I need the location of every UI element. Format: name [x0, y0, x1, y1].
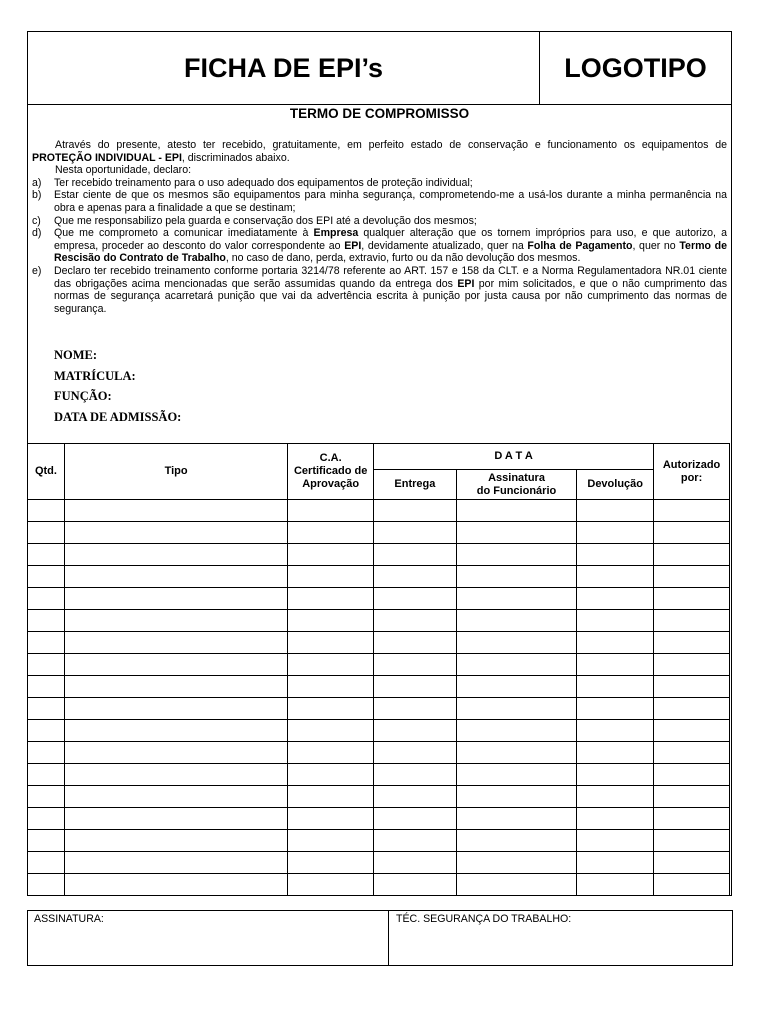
table-cell[interactable]	[288, 632, 374, 654]
assinatura-line2: do Funcionário	[476, 484, 557, 497]
tec-seguranca-box[interactable]: TÉC. SEGURANÇA DO TRABALHO:	[396, 913, 572, 925]
table-row	[28, 676, 730, 698]
table-cell[interactable]	[64, 566, 287, 588]
table-cell[interactable]	[64, 500, 287, 522]
item-a	[32, 177, 727, 190]
logo-placeholder: LOGOTIPO	[564, 52, 707, 83]
col-ca	[288, 444, 374, 500]
table-cell[interactable]	[654, 588, 730, 610]
epi-table	[27, 443, 730, 896]
intro-paragraph	[32, 139, 727, 164]
table-row	[28, 698, 730, 720]
table-cell[interactable]	[374, 874, 457, 896]
table-cell[interactable]	[654, 830, 730, 852]
table-cell[interactable]	[64, 830, 287, 852]
table-row	[28, 610, 730, 632]
table-row	[28, 764, 730, 786]
table-cell[interactable]	[456, 742, 577, 764]
table-cell[interactable]	[577, 808, 654, 830]
table-cell[interactable]	[64, 676, 287, 698]
item-text: Que me comprometo a comunicar imediatamente à Empresa qualquer alteração que os tornem impróprios para uso, e que autorizo, a empresa, proceder ao desconto do valor correspondente ao EPI, devidamente atualizado, quer na Folha de Pagamento, quer no Termo de Rescisão do Contrato de Trabalho, no caso de dano, perda, extravio, furto ou da não devolução dos mesmos.	[54, 227, 727, 265]
table-cell[interactable]	[28, 610, 65, 632]
table-cell[interactable]	[577, 742, 654, 764]
item-b	[32, 189, 727, 214]
item-label: d)	[32, 227, 42, 240]
table-cell[interactable]	[654, 610, 730, 632]
item-label: b)	[32, 189, 42, 202]
table-cell[interactable]	[288, 698, 374, 720]
col-assinatura	[456, 470, 577, 500]
table-cell[interactable]	[374, 588, 457, 610]
table-row	[28, 522, 730, 544]
item-text: Declaro ter recebido treinamento conforme portaria 3214/78 referente ao ART. 157 e 158 da CLT. e a Norma Regulamentadora NR.01 ciente das obrigações acima mencionadas que serão assumidas quando da entrega dos EPI por mim solicitados, e que o não cumprimento das normas de segurança acarretará punição que vai da advertência escrita à punição por justa causa por não cumprimento das normas de segurança.	[54, 264, 727, 315]
table-cell[interactable]	[28, 786, 65, 808]
table-cell[interactable]	[28, 588, 65, 610]
table-cell[interactable]	[374, 742, 457, 764]
ca-line3: Aprovação	[302, 478, 360, 490]
table-cell[interactable]	[577, 786, 654, 808]
table-cell[interactable]	[64, 522, 287, 544]
autorizado-line2: por:	[680, 471, 703, 484]
table-cell[interactable]	[577, 500, 654, 522]
table-cell[interactable]	[374, 522, 457, 544]
table-cell[interactable]	[577, 566, 654, 588]
table-cell[interactable]	[374, 786, 457, 808]
table-cell[interactable]	[374, 830, 457, 852]
table-cell[interactable]	[654, 786, 730, 808]
signature-footer	[27, 910, 733, 966]
table-cell[interactable]	[374, 808, 457, 830]
ca-line1: C.A.	[319, 452, 342, 464]
table-cell[interactable]	[654, 566, 730, 588]
table-cell[interactable]	[374, 566, 457, 588]
table-cell[interactable]	[456, 808, 577, 830]
table-cell[interactable]	[456, 566, 577, 588]
table-cell[interactable]	[64, 654, 287, 676]
epi-table-body	[28, 500, 730, 896]
table-cell[interactable]	[288, 720, 374, 742]
table-cell[interactable]	[654, 632, 730, 654]
item-d	[32, 227, 727, 265]
col-qtd: Qtd.	[28, 444, 65, 500]
data-admissao-field[interactable]: DATA DE ADMISSÃO:	[54, 410, 182, 425]
table-cell[interactable]	[374, 676, 457, 698]
table-cell[interactable]	[288, 500, 374, 522]
table-row	[28, 720, 730, 742]
table-row	[28, 852, 730, 874]
table-cell[interactable]	[654, 544, 730, 566]
table-cell[interactable]	[28, 764, 65, 786]
table-row	[28, 654, 730, 676]
table-row	[28, 500, 730, 522]
table-cell[interactable]	[654, 874, 730, 896]
table-cell[interactable]	[654, 764, 730, 786]
table-cell[interactable]	[456, 676, 577, 698]
table-cell[interactable]	[577, 852, 654, 874]
table-cell[interactable]	[374, 632, 457, 654]
table-cell[interactable]	[64, 698, 287, 720]
table-cell[interactable]	[28, 500, 65, 522]
table-cell[interactable]	[456, 588, 577, 610]
table-cell[interactable]	[456, 830, 577, 852]
table-cell[interactable]	[28, 632, 65, 654]
table-cell[interactable]	[64, 852, 287, 874]
item-label: e)	[32, 264, 42, 277]
table-cell[interactable]	[288, 522, 374, 544]
col-autorizado	[654, 444, 730, 500]
assinatura-box[interactable]: ASSINATURA:	[28, 911, 389, 965]
table-cell[interactable]	[288, 808, 374, 830]
table-cell[interactable]	[456, 720, 577, 742]
table-cell[interactable]	[288, 852, 374, 874]
table-cell[interactable]	[28, 742, 65, 764]
table-cell[interactable]	[64, 610, 287, 632]
table-cell[interactable]	[64, 742, 287, 764]
table-cell[interactable]	[456, 544, 577, 566]
table-cell[interactable]	[374, 764, 457, 786]
table-cell[interactable]	[28, 566, 65, 588]
table-row	[28, 742, 730, 764]
table-cell[interactable]	[288, 544, 374, 566]
table-row	[28, 566, 730, 588]
table-cell[interactable]	[28, 698, 65, 720]
table-cell[interactable]	[577, 698, 654, 720]
table-cell[interactable]	[28, 544, 65, 566]
table-cell[interactable]	[654, 720, 730, 742]
table-cell[interactable]	[288, 830, 374, 852]
table-row	[28, 632, 730, 654]
table-cell[interactable]	[64, 764, 287, 786]
table-cell[interactable]	[64, 874, 287, 896]
intro-bold: PROTEÇÃO INDIVIDUAL - EPI	[32, 151, 182, 164]
matricula-field[interactable]: MATRÍCULA:	[54, 368, 136, 383]
employee-fields	[54, 348, 181, 431]
table-cell[interactable]	[456, 500, 577, 522]
table-cell[interactable]	[64, 808, 287, 830]
form-frame	[27, 31, 732, 896]
table-row	[28, 786, 730, 808]
table-cell[interactable]	[64, 544, 287, 566]
intro-text-end: , discriminados abaixo.	[181, 151, 290, 164]
table-row	[28, 830, 730, 852]
item-e	[32, 265, 727, 315]
table-cell[interactable]	[654, 654, 730, 676]
table-cell[interactable]	[374, 500, 457, 522]
autorizado-line1: Autorizado	[662, 458, 721, 471]
table-cell[interactable]	[456, 632, 577, 654]
item-text: Ter recebido treinamento para o uso adequado dos equipamentos de proteção individual;	[54, 176, 473, 189]
table-row	[28, 874, 730, 896]
table-cell[interactable]	[374, 852, 457, 874]
table-cell[interactable]	[64, 632, 287, 654]
item-text: Que me responsabilizo pela guarda e conservação dos EPI até a devolução dos mesmos;	[54, 214, 477, 227]
declaro-line: Nesta oportunidade, declaro:	[55, 164, 192, 177]
col-tipo: Tipo	[64, 444, 287, 500]
table-cell[interactable]	[28, 852, 65, 874]
table-cell[interactable]	[288, 764, 374, 786]
table-cell[interactable]	[64, 720, 287, 742]
table-cell[interactable]	[28, 654, 65, 676]
funcao-field[interactable]: FUNÇÃO:	[54, 389, 112, 404]
table-cell[interactable]	[456, 698, 577, 720]
item-label: a)	[32, 176, 42, 189]
intro-text: Através do presente, atesto ter recebido, gratuitamente, em perfeito estado de conservação e funcionamento os equipamentos de	[55, 139, 727, 151]
table-cell[interactable]	[288, 610, 374, 632]
nome-field[interactable]: NOME:	[54, 348, 98, 362]
ca-line2: Certificado de	[293, 465, 368, 477]
table-cell[interactable]	[654, 500, 730, 522]
table-cell[interactable]	[577, 720, 654, 742]
table-cell[interactable]	[654, 742, 730, 764]
table-cell[interactable]	[28, 720, 65, 742]
table-row	[28, 544, 730, 566]
table-cell[interactable]	[654, 698, 730, 720]
termo-title: TERMO DE COMPROMISSO	[289, 106, 470, 121]
table-cell[interactable]	[456, 522, 577, 544]
table-cell[interactable]	[577, 632, 654, 654]
table-cell[interactable]	[288, 742, 374, 764]
table-cell[interactable]	[577, 610, 654, 632]
assinatura-line1: Assinatura	[488, 471, 545, 484]
form-title: FICHA DE EPI’s	[28, 32, 540, 104]
table-cell[interactable]	[288, 654, 374, 676]
table-cell[interactable]	[288, 676, 374, 698]
item-c	[32, 215, 727, 228]
table-cell[interactable]	[577, 764, 654, 786]
table-cell[interactable]	[654, 676, 730, 698]
item-text: Estar ciente de que os mesmos são equipamentos para minha segurança, comprometendo-me a usá-los durante a minha permanência na obra e apenas para a finalidade a que se destinam;	[54, 189, 727, 214]
col-devolucao: Devolução	[577, 470, 654, 500]
item-label: c)	[32, 214, 41, 227]
table-cell[interactable]	[577, 654, 654, 676]
table-cell[interactable]	[456, 610, 577, 632]
table-cell[interactable]	[374, 698, 457, 720]
table-row	[28, 588, 730, 610]
table-cell[interactable]	[577, 874, 654, 896]
table-cell[interactable]	[456, 786, 577, 808]
table-cell[interactable]	[456, 852, 577, 874]
table-cell[interactable]	[28, 830, 65, 852]
col-data: D A T A	[374, 444, 654, 470]
table-cell[interactable]	[654, 522, 730, 544]
table-cell[interactable]	[577, 544, 654, 566]
table-cell[interactable]	[577, 830, 654, 852]
table-cell[interactable]	[64, 588, 287, 610]
table-cell[interactable]	[28, 676, 65, 698]
table-cell[interactable]	[374, 544, 457, 566]
table-cell[interactable]	[654, 808, 730, 830]
table-cell[interactable]	[374, 610, 457, 632]
table-cell[interactable]	[456, 874, 577, 896]
table-cell[interactable]	[288, 588, 374, 610]
table-cell[interactable]	[456, 654, 577, 676]
table-cell[interactable]	[577, 676, 654, 698]
table-cell[interactable]	[456, 764, 577, 786]
table-cell[interactable]	[28, 522, 65, 544]
termo-body	[32, 139, 727, 315]
table-cell[interactable]	[288, 874, 374, 896]
table-cell[interactable]	[28, 874, 65, 896]
col-entrega: Entrega	[374, 470, 457, 500]
table-cell[interactable]	[288, 566, 374, 588]
table-cell[interactable]	[577, 522, 654, 544]
table-cell[interactable]	[374, 720, 457, 742]
table-cell[interactable]	[654, 852, 730, 874]
table-cell[interactable]	[577, 588, 654, 610]
table-row	[28, 808, 730, 830]
table-cell[interactable]	[64, 786, 287, 808]
table-cell[interactable]	[374, 654, 457, 676]
table-cell[interactable]	[28, 808, 65, 830]
table-cell[interactable]	[288, 786, 374, 808]
header	[28, 32, 731, 105]
